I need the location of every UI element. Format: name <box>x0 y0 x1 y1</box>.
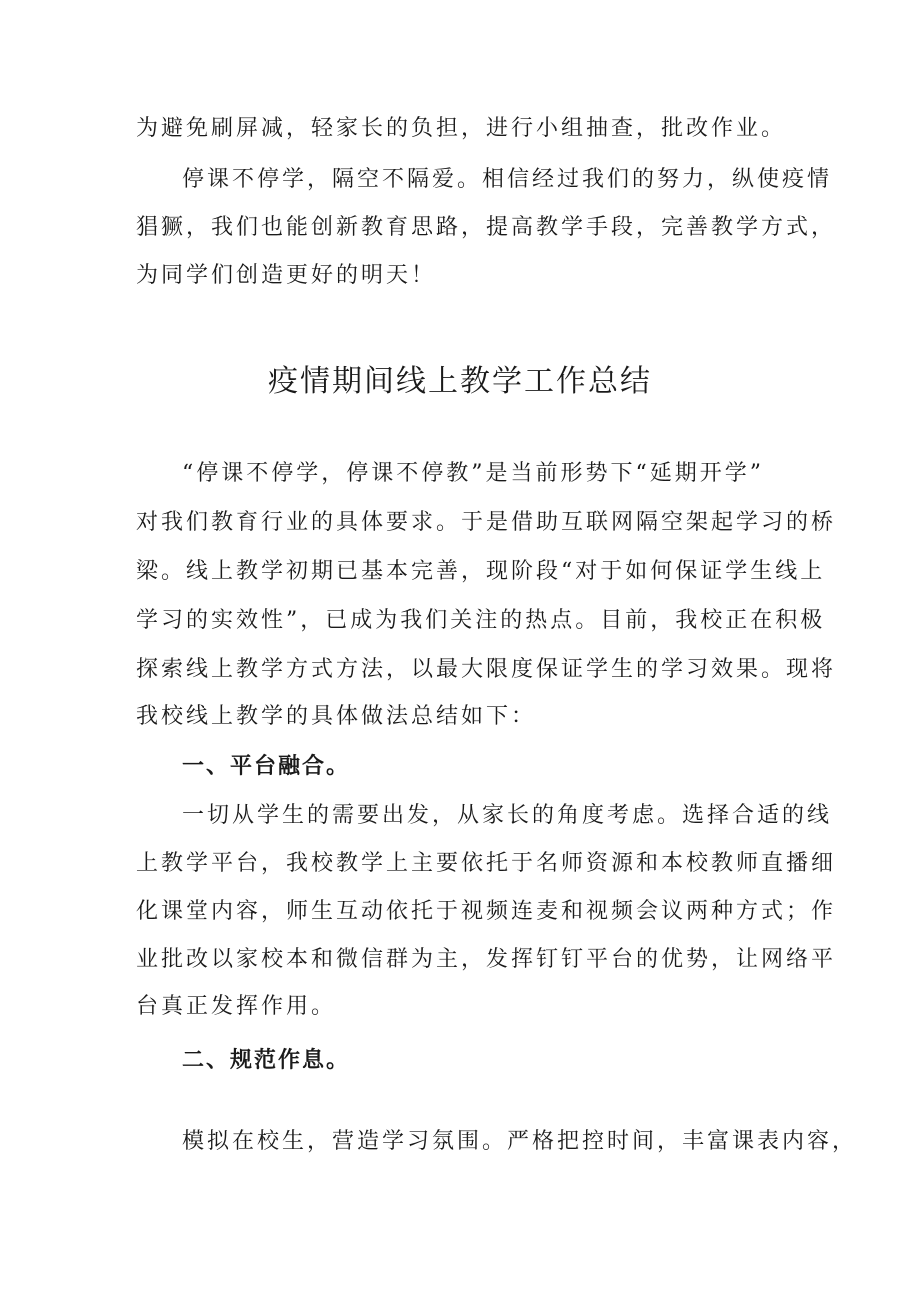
document-title: 疫情期间线上教学工作总结 <box>268 364 652 399</box>
paragraph-line: 学习的实效性”，已成为我们关注的热点。目前，我校正在积极 <box>136 608 826 633</box>
paragraph-line: 探索线上教学方式方法，以最大限度保证学生的学习效果。现将 <box>136 657 837 682</box>
paragraph-line: 模拟在校生，营造学习氛围。严格把控时间，丰富课表内容， <box>182 1129 858 1154</box>
paragraph-line: 业批改以家校本和微信群为主，发挥钉钉平台的优势，让网络平 <box>136 947 837 972</box>
paragraph-line: 停课不停学，隔空不隔爱。相信经过我们的努力，纵使疫情 <box>182 167 833 192</box>
paragraph-line: 台真正发挥作用。 <box>136 994 337 1019</box>
paragraph-line: 猖獗，我们也能创新教育思路，提高教学手段，完善教学方式， <box>136 215 837 240</box>
section-heading: 二、规范作息。 <box>182 1048 351 1073</box>
paragraph-line: 为避免刷屏减，轻家长的负担，进行小组抽查，批改作业。 <box>136 116 787 141</box>
paragraph-line: 化课堂内容，师生互动依托于视频连麦和视频会议两种方式；作 <box>136 899 837 924</box>
section-heading: 一、平台融合。 <box>182 754 351 779</box>
paragraph-line: 一切从学生的需要出发，从家长的角度考虑。选择合适的线 <box>182 803 833 828</box>
paragraph-line: “停课不停学，停课不停教”是当前形势下“延期开学” <box>182 461 764 486</box>
paragraph-line: 梁。线上教学初期已基本完善，现阶段“对于如何保证学生线上 <box>136 559 826 584</box>
paragraph-line: 为同学们创造更好的明天！ <box>136 263 437 288</box>
paragraph-line: 上教学平台，我校教学上主要依托于名师资源和本校教师直播细 <box>136 851 837 876</box>
paragraph-line: 对我们教育行业的具体要求。于是借助互联网隔空架起学习的桥 <box>136 510 837 535</box>
paragraph-line: 我校线上教学的具体做法总结如下： <box>136 704 537 729</box>
